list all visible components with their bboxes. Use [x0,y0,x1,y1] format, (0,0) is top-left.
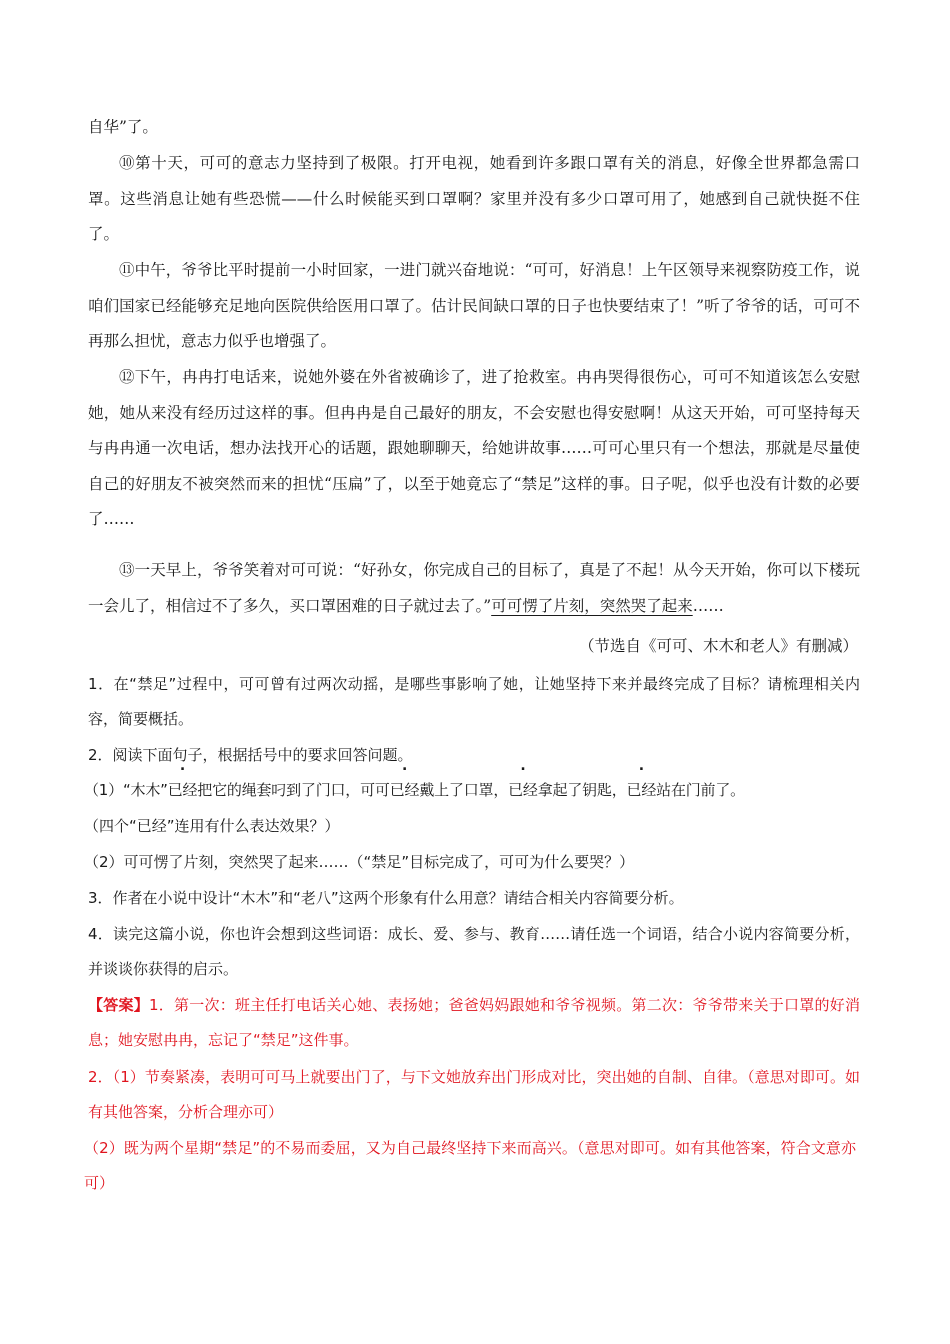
source-citation: （节选自《可可、木木和老人》有删减） [578,637,858,655]
paragraph-13 [88,553,860,624]
question-2-1 [84,773,874,808]
answer-2-1: 2．（1）节奏紧凑，表明可可马上就要出门了，与下文她放弃出门形成对比，突出她的自制、自律。（意思对即可。如有其他答案，分析合理亦可） [88,1068,860,1121]
answer-label: 【答案】 [88,996,149,1014]
question-1: 1．在“禁足”过程中，可可曾有过两次动摇，是哪些事影响了她，让她坚持下来并最终完成了目标？请梳理相关内容，简要概括。 [88,675,860,728]
emphasis-word [390,773,420,808]
q2-1-part-b: 把它的绳套叼到了门口，可可 [197,781,390,799]
emphasis-word [168,773,198,808]
q2-1-part-e: 站在门前了。 [656,781,745,799]
answer-1 [88,988,860,1058]
paragraph-13-text: ⑬一天早上，爷爷笑着对可可说：“好孙女，你完成自己的目标了，真是了不起！从今天开始，你可以下楼玩一会儿了，相信过不了多久，买口罩困难的日子就过去了。” [88,561,860,615]
q2-1-part-c: 戴上了口罩， [419,781,509,799]
emphasis-word-text: 已经 [167,781,198,799]
paragraph-12: ⑫下午，冉冉打电话来，说她外婆在外省被确诊了，进了抢救室。冉冉哭得很伤心，可可不知道该怎么安慰她，她从来没有经历过这样的事。但冉冉是自己最好的朋友，不会安慰也得安慰啊！从这天开始，可可坚持每天与冉冉通一次电话，想办法找开心的话题，跟她聊聊天，给她讲故事……可可心里只有一个想法，那就是尽量使自己的好朋友不被突然而来的担忧“压扁”了，以至于她竟忘了“禁足”这样的事。日子呢，似乎也没有计数的必要了…… [88,368,860,528]
paragraph-continuation: 自华”了。 [88,118,158,136]
emphasis-word [627,773,657,808]
q2-1-part-a: （1）“木木” [84,781,168,799]
question-2-2: （2）可可愣了片刻，突然哭了起来……（“禁足”目标完成了，可可为什么要哭？） [84,853,635,871]
question-3: 3．作者在小说中设计“木木”和“老八”这两个形象有什么用意？请结合相关内容简要分析。 [88,889,684,907]
underlined-sentence: 可可愣了片刻，突然哭了起来 [491,596,693,615]
answer-2-2: （2）既为两个星期“禁足”的不易而委屈，又为自己最终坚持下来而高兴。（意思对即可。如有其他答案，符合文意亦可） [84,1139,856,1192]
paragraph-10: ⑩第十天，可可的意志力坚持到了极限。打开电视，她看到许多跟口罩有关的消息，好像全世界都急需口罩。这些消息让她有些恐慌——什么时候能买到口罩啊？家里并没有多少口罩可用了，她感到自己就快挺不住了。 [88,154,860,243]
question-2: 2．阅读下面句子，根据括号中的要求回答问题。 [88,746,413,764]
emphasis-word [508,773,538,808]
emphasis-word-text: 已经 [508,781,538,799]
question-2-1-hint: （四个“已经”连用有什么表达效果？） [84,817,340,835]
emphasis-word-text: 已经 [389,781,420,799]
question-4: 4．读完这篇小说，你也许会想到这些词语：成长、爱、参与、教育……请任选一个词语，结合小说内容简要分析，并谈谈你获得的启示。 [88,925,860,978]
q2-1-part-d: 拿起了钥匙， [537,781,627,799]
emphasis-word-text: 已经 [626,781,657,799]
answer-1-text: 1．第一次：班主任打电话关心她、表扬她；爸爸妈妈跟她和爷爷视频。第二次：爷爷带来关于口罩的好消息；她安慰冉冉，忘记了“禁足”这件事。 [88,996,860,1049]
paragraph-13-ellipsis: …… [692,596,724,615]
paragraph-11: ⑪中午，爷爷比平时提前一小时回家，一进门就兴奋地说：“可可，好消息！上午区领导来视察防疫工作，说咱们国家已经能够充足地向医院供给医用口罩了。估计民间缺口罩的日子也快要结束了！”听了爷爷的话，可可不再那么担忧，意志力似乎也增强了。 [88,261,860,350]
